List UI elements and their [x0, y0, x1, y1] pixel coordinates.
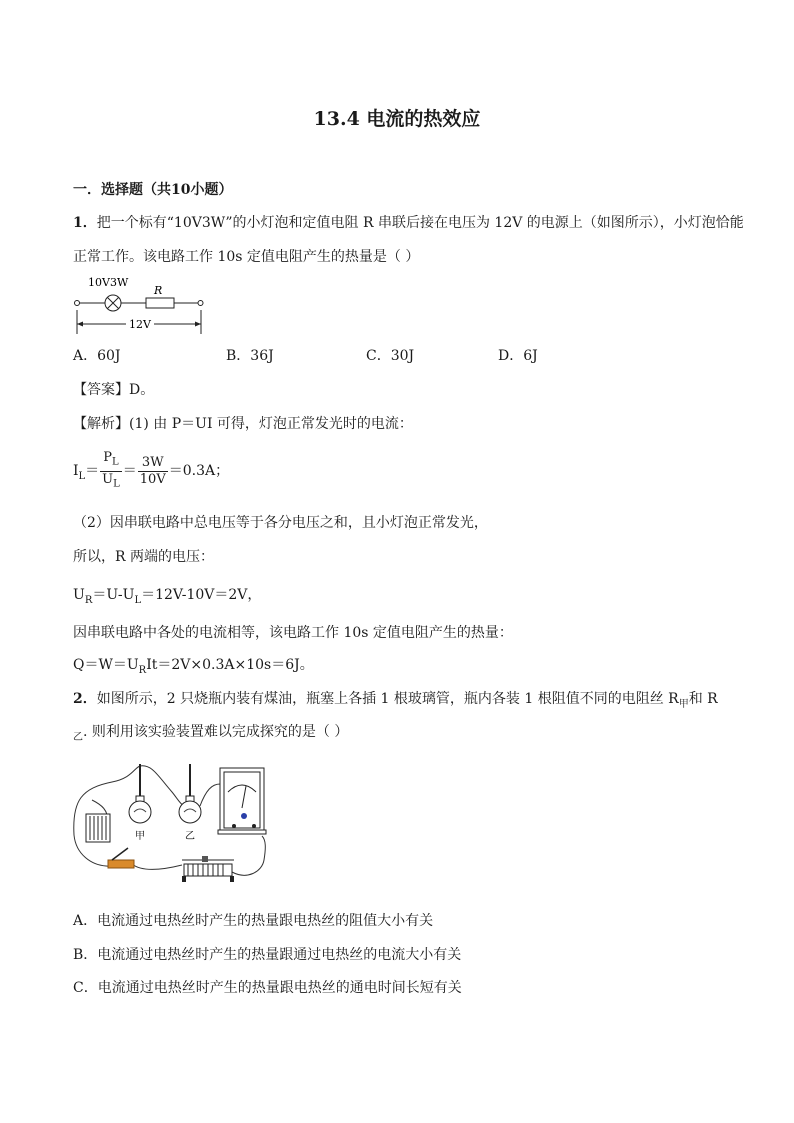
formula-subscript: L	[134, 594, 142, 606]
formula-subscript: R	[84, 594, 93, 606]
q2-option-c: C．电流通过电热丝时产生的热量跟电热丝的通电时间长短有关	[73, 980, 462, 996]
q1-answer: 【答案】D。	[73, 382, 155, 398]
resistor-icon	[146, 298, 174, 308]
q2-line1	[73, 689, 718, 715]
fraction-numerator: 3W	[138, 455, 168, 472]
formula-subscript: L	[112, 456, 119, 468]
formula-subscript: 乙	[73, 731, 83, 743]
resistor-label: R	[154, 284, 163, 297]
flask-yi-label: 乙	[185, 831, 195, 842]
flask-yi	[179, 764, 201, 842]
q1-option-b: B．36J	[226, 348, 274, 364]
page-title: 13.4 电流的热效应	[313, 108, 481, 130]
q1-number: 1．	[73, 215, 97, 231]
section-heading: 一．选择题（共10小题）	[73, 182, 233, 198]
terminal-right	[198, 301, 203, 306]
formula-equals: ＝	[122, 463, 137, 480]
q1-analysis-step2: （2）因串联电路中总电压等于各分电压之和，且小灯泡正常发光，	[73, 515, 488, 531]
battery-icon	[86, 814, 110, 842]
q1-option-c: C．30J	[366, 348, 415, 364]
fraction-denominator: 10V	[139, 471, 166, 487]
arrow-right-icon	[195, 322, 201, 327]
q2-option-b: B．电流通过电热丝时产生的热量跟通过电热丝的电流大小有关	[73, 947, 462, 963]
ammeter-icon	[218, 768, 266, 834]
q2-line2	[73, 722, 348, 748]
q2-text1-end: 和 R	[688, 691, 718, 707]
fraction-numerator: P	[103, 450, 113, 465]
formula-result: ＝12V-10V＝2V，	[141, 587, 262, 603]
q1-formula-current	[73, 450, 229, 492]
flask-jia	[129, 764, 151, 842]
formula-symbol: U	[73, 587, 85, 603]
q1-line1	[73, 213, 744, 233]
arrow-left-icon	[77, 322, 83, 327]
q1-line2: 正常工作。该电路工作 10s 定值电阻产生的热量是（ ）	[73, 249, 420, 265]
formula-text: Q＝W＝U	[73, 657, 139, 673]
rheostat-icon	[182, 856, 234, 882]
fraction-values	[138, 455, 168, 488]
fraction-p-over-u	[100, 450, 122, 492]
formula-subscript: L	[113, 478, 120, 490]
q2-number: 2．	[73, 691, 97, 707]
q1-circuit-diagram	[70, 274, 220, 336]
q1-option-a: A．60J	[73, 348, 121, 364]
q1-formula-heat	[73, 655, 314, 681]
formula-result: It＝2V×0.3A×10s＝6J。	[146, 657, 314, 673]
q2-experiment-diagram	[72, 760, 282, 886]
formula-result: ＝0.3A；	[168, 463, 230, 480]
terminal-left	[75, 301, 80, 306]
q2-text1: 如图所示，2 只烧瓶内装有煤油，瓶塞上各插 1 根玻璃管，瓶内各装 1 根阻值不同的电阻丝 R	[96, 691, 679, 707]
q1-option-d: D．6J	[498, 348, 538, 364]
q1-analysis-intro: 【解析】(1) 由 P＝UI 可得，灯泡正常发光时的电流：	[73, 416, 413, 432]
fraction-denominator: U	[102, 471, 114, 487]
flask-jia-label: 甲	[135, 831, 145, 842]
q2-option-a: A．电流通过电热丝时产生的热量跟电热丝的阻值大小有关	[73, 913, 434, 929]
lamp-icon	[105, 295, 121, 311]
formula-equals: ＝	[85, 463, 100, 480]
switch-icon	[108, 848, 134, 868]
q1-analysis-step3: 因串联电路中各处的电流相等，该电路工作 10s 定值电阻产生的热量：	[73, 625, 513, 641]
voltage-label: 12V	[129, 318, 151, 331]
formula-subscript: L	[78, 470, 86, 482]
lamp-label: 10V3W	[88, 276, 129, 289]
q1-analysis-so: 所以，R 两端的电压：	[73, 549, 214, 565]
q1-formula-voltage	[73, 585, 261, 611]
formula-symbol: I	[73, 463, 79, 480]
formula-subscript: 甲	[678, 698, 689, 710]
q1-text1: 把一个标有“10V3W”的小灯泡和定值电阻 R 串联后接在电压为 12V 的电源上（如图所示），小灯泡恰能	[96, 215, 744, 231]
q2-text2: . 则利用该实验装置难以完成探究的是（ ）	[83, 724, 349, 740]
formula-subscript: R	[138, 664, 147, 676]
formula-text: ＝U-U	[92, 587, 135, 603]
